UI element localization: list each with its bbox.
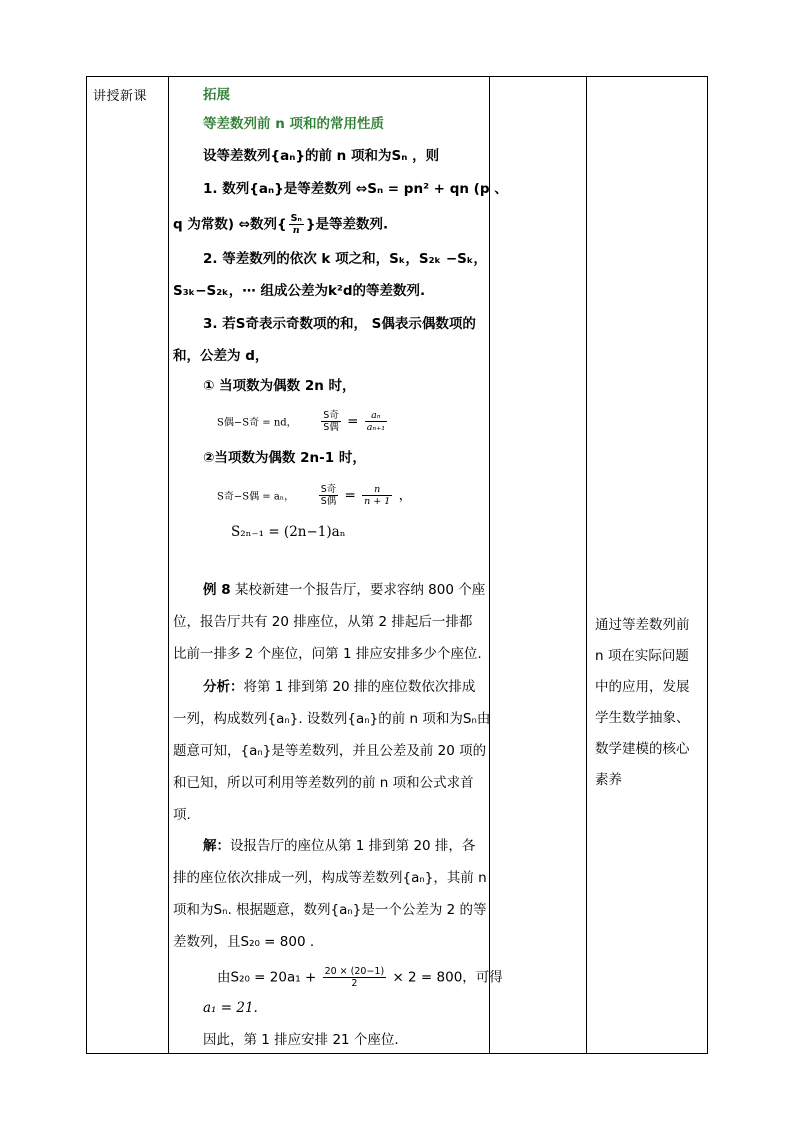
case-1-left-numerator: S奇 [323, 410, 339, 421]
example-line-2: 位，报告厅共有 20 排座位，从第 2 排起后一排都 [173, 614, 473, 630]
solution-line-5 [217, 966, 503, 989]
case-2-right-fraction [362, 484, 392, 507]
analysis-line-1 [203, 678, 475, 696]
case-2-right-denominator: n + 1 [364, 496, 391, 507]
property-3-line-a: 3. 若S奇表示奇数项的和， S偶表示偶数项的 [203, 316, 476, 332]
case-1-right-fraction [365, 410, 387, 433]
case-2-left-denominator: S偶 [320, 496, 337, 507]
property-2-line-a: 2. 等差数列的依次 k 项之和，Sₖ，S₂ₖ −Sₖ， [203, 251, 487, 267]
side-note-line-3: 中的应用，发展 [595, 679, 690, 695]
solution-text-1: 设报告厅的座位从第 1 排到第 20 排，各 [230, 838, 476, 854]
property-3-line-b: 和，公差为 d， [173, 348, 269, 364]
heading: 拓展 [203, 87, 230, 103]
case-2-equals: = [344, 487, 356, 504]
solution-line-2: 排的座位依次排成一列，构成等差数列{aₙ}，其前 n [173, 870, 487, 886]
case-1-right-numerator: aₙ [365, 410, 387, 422]
lesson-table [86, 76, 708, 1054]
example-line-3: 比前一排多 2 个座位，问第 1 排应安排多少个座位. [173, 646, 482, 662]
side-note-line-1: 通过等差数列前 [595, 617, 690, 633]
analysis-text-1: 将第 1 排到第 20 排的座位数依次排成 [243, 679, 476, 695]
sn-over-n-fraction [289, 213, 304, 236]
side-note-line-4: 学生数学抽象、 [595, 710, 690, 726]
property-1-text-b: q 为常数) ⇔数列{ [173, 216, 287, 233]
analysis-label: 分析： [203, 679, 244, 695]
case-1-formula-line [217, 410, 389, 433]
solution-label: 解： [203, 838, 230, 854]
case-1-equals: = [347, 413, 359, 430]
solution-fraction-numerator: 20 × (20−1) [324, 966, 385, 977]
property-1-text-c: }是等差数列. [305, 216, 389, 233]
fraction-denominator: n [292, 225, 300, 236]
case-2-left-fraction [319, 484, 339, 507]
case-1-left-fraction [321, 410, 341, 433]
property-2-line-b: S₃ₖ−S₂ₖ，⋯ 组成公差为k²d的等差数列. [173, 283, 426, 299]
solution-fraction-denominator: 2 [351, 978, 358, 989]
analysis-line-4: 和已知，所以可利用等差数列的前 n 项和公式求首 [173, 775, 474, 791]
solution-text-5b: × 2 = 800，可得 [392, 969, 503, 986]
row-label: 讲授新课 [93, 89, 148, 104]
property-1-line-b [173, 213, 388, 236]
case-2-title: ②当项数为偶数 2n-1 时， [203, 450, 366, 466]
fraction-numerator: Sₙ [290, 213, 302, 224]
case-1-right-denominator: aₙ₊₁ [366, 422, 386, 433]
example-label: 例 8 [203, 582, 231, 598]
intro-line: 设等差数列{aₙ}的前 n 项和为Sₙ ，则 [203, 148, 440, 164]
side-note-cell [587, 77, 708, 1054]
side-note-line-2: n 项在实际问题 [595, 648, 689, 664]
side-note-line-6: 素养 [595, 772, 622, 788]
analysis-line-5: 项. [173, 807, 191, 823]
example-line-1 [203, 581, 485, 599]
empty-cell [490, 77, 587, 1054]
case-2-sum-formula: S₂ₙ₋₁ = (2n−1)aₙ [231, 524, 346, 540]
case-2-formula: S奇−S偶 = aₙ， [217, 491, 295, 503]
case-2-formula-line [217, 484, 412, 507]
solution-fraction [323, 966, 387, 989]
solution-line-4: 差数列，且S₂₀ = 800 . [173, 934, 315, 950]
case-1-formula: S偶−S奇 = nd， [217, 417, 297, 429]
case-2-left-numerator: S奇 [320, 484, 337, 495]
solution-line-6: a₁ = 21. [203, 1000, 258, 1016]
solution-text-5a: 由S₂₀ = 20a₁ + [217, 969, 317, 986]
property-1-line-a: 1. 数列{aₙ}是等差数列 ⇔Sₙ = pn² + qn (p 、 [203, 181, 508, 197]
row-label-cell [87, 77, 169, 1054]
analysis-line-2: 一列，构成数列{aₙ}. 设数列{aₙ}的前 n 项和为Sₙ由 [173, 711, 491, 727]
content-cell [169, 77, 508, 1054]
case-2-right-numerator: n [362, 484, 392, 496]
example-text-1: 某校新建一个报告厅，要求容纳 800 个座 [230, 582, 486, 598]
side-note-line-5: 数学建模的核心 [595, 741, 690, 757]
solution-line-1 [203, 837, 475, 855]
case-2-tail: ， [398, 487, 413, 504]
case-1-left-denominator: S偶 [323, 422, 339, 433]
solution-line-3: 项和为Sₙ. 根据题意，数列{aₙ}是一个公差为 2 的等 [173, 902, 487, 918]
solution-line-7: 因此，第 1 排应安排 21 个座位. [203, 1032, 399, 1048]
subheading: 等差数列前 n 项和的常用性质 [203, 116, 385, 132]
analysis-line-3: 题意可知，{aₙ}是等差数列，并且公差及前 20 项的 [173, 743, 487, 759]
case-1-title: ① 当项数为偶数 2n 时， [203, 378, 356, 394]
